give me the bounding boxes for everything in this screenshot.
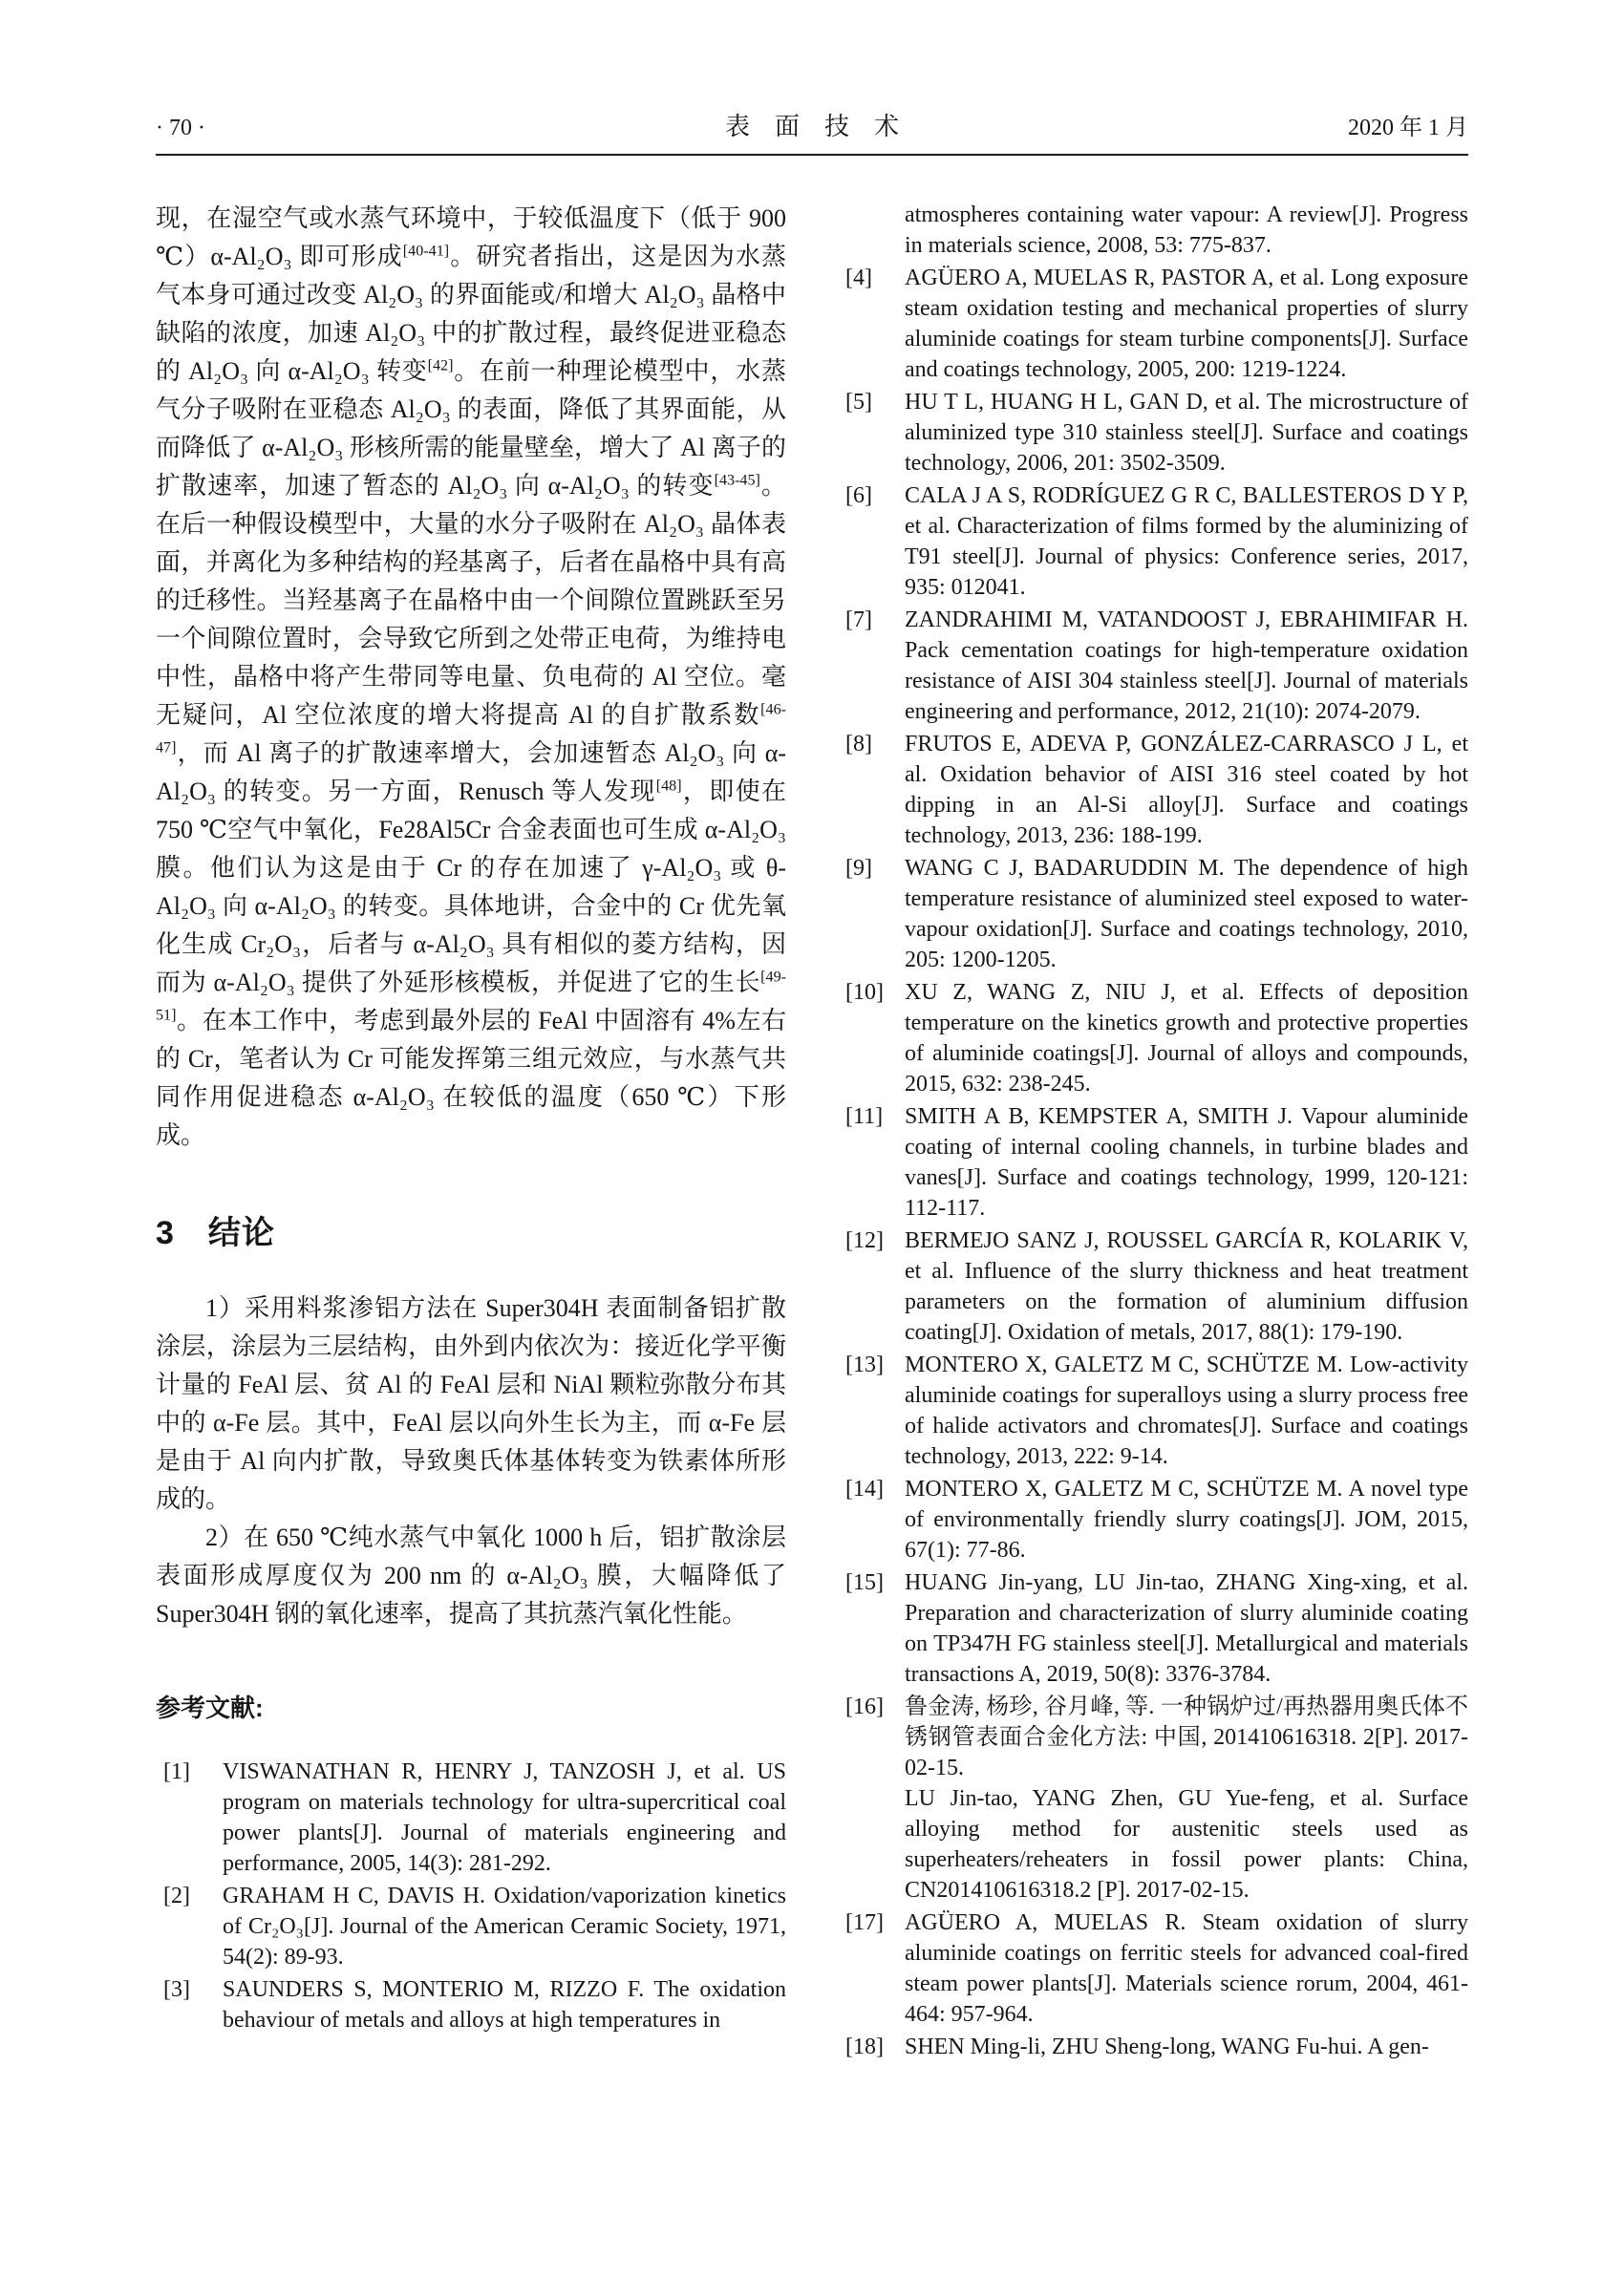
reference-text: HUANG Jin-yang, LU Jin-tao, ZHANG Xing-xing, et al. Preparation and characterization of slurry aluminide coating on TP347H FG stainless steel[J]. Metallurgical and materials transactions A, 2019, 50(8): 3376-3784. bbox=[905, 1570, 1468, 1687]
reference-text: SHEN Ming-li, ZHU Sheng-long, WANG Fu-hui. A gen- bbox=[905, 2035, 1429, 2059]
reference-number: [18] bbox=[845, 2035, 884, 2059]
reference-body bbox=[905, 1225, 1468, 1348]
reference-body bbox=[905, 1567, 1468, 1690]
reference-body bbox=[905, 1350, 1468, 1472]
reference-number: [16] bbox=[845, 1694, 884, 1719]
reference-item bbox=[838, 729, 1468, 851]
reference-number: [12] bbox=[845, 1228, 884, 1253]
reference-body bbox=[905, 263, 1468, 385]
reference-text-chinese: 鲁金涛, 杨珍, 谷月峰, 等. 一种锅炉过/再热器用奥氏体不锈钢管表面合金化方法: 中国, 201410616318. 2[P]. 2017-02-15. bbox=[905, 1694, 1468, 1780]
reference-text: GRAHAM H C, DAVIS H. Oxidation/vaporization kinetics of Cr₂O₃[J]. Journal of the American Ceramic Society, 1971, 54(2): 89-93. bbox=[223, 1884, 786, 1970]
reference-number: [10] bbox=[845, 980, 884, 1005]
reference-body bbox=[905, 1907, 1468, 2030]
reference-text: SMITH A B, KEMPSTER A, SMITH J. Vapour aluminide coating of internal cooling channels, in turbine blades and vanes[J]. Surface and coatings technology, 1999, 120-121: 112-117. bbox=[905, 1104, 1468, 1221]
body-paragraph: 现，在湿空气或水蒸气环境中，于较低温度下（低于 900 ℃）α-Al₂O₃ 即可形成[40-41]。研究者指出，这是因为水蒸气本身可通过改变 Al₂O₃ 的界面能或/和增大 Al₂O₃ 晶格中缺陷的浓度，加速 Al₂O₃ 中的扩散过程，最终促进亚稳态的 Al₂O₃ 向 α-Al₂O₃ 转变[42]。在前一种理论模型中，水蒸气分子吸附在亚稳态 Al₂O₃ 的表面，降低了其界面能，从而降低了 α-Al₂O₃ 形核所需的能量壁垒，增大了 Al 离子的扩散速率，加速了暂态的 Al₂O₃ 向 α-Al₂O₃ 的转变[43-45]。在后一种假设模型中，大量的水分子吸附在 Al₂O₃ 晶体表面，并离化为多种结构的羟基离子，后者在晶格中具有高的迁移性。当羟基离子在晶格中由一个间隙位置跳跃至另一个间隙位置时，会导致它所到之处带正电荷，为维持电中性，晶格中将产生带同等电量、负电荷的 Al 空位。毫无疑问，Al 空位浓度的增大将提高 Al 的自扩散系数[46-47]，而 Al 离子的扩散速率增大，会加速暂态 Al₂O₃ 向 α-Al₂O₃ 的转变。另一方面，Renusch 等人发现[48]，即使在 750 ℃空气中氧化，Fe28Al5Cr 合金表面也可生成 α-Al₂O₃ 膜。他们认为这是由于 Cr 的存在加速了 γ-Al₂O₃ 或 θ-Al₂O₃ 向 α-Al₂O₃ 的转变。具体地讲，合金中的 Cr 优先氧化生成 Cr₂O₃，后者与 α-Al₂O₃ 具有相似的菱方结构，因而为 α-Al₂O₃ 提供了外延形核模板，并促进了它的生长[49-51]。在本工作中，考虑到最外层的 FeAl 中固溶有 4%左右的 Cr，笔者认为 Cr 可能发挥第三组元效应，与水蒸气共同作用促进稳态 α-Al₂O₃ 在较低的温度（650 ℃）下形成。 bbox=[156, 204, 786, 1149]
journal-title: 表 面 技 术 bbox=[724, 113, 899, 140]
reference-number: [11] bbox=[845, 1104, 884, 1129]
reference-body bbox=[905, 853, 1468, 975]
reference-body bbox=[905, 1474, 1468, 1566]
reference-item bbox=[838, 977, 1468, 1099]
reference-text: HU T L, HUANG H L, GAN D, et al. The microstructure of aluminized type 310 stainless steel[J]. Surface and coatings technology, 2006, 201: 3502-3509. bbox=[905, 390, 1468, 476]
reference-text: FRUTOS E, ADEVA P, GONZÁLEZ-CARRASCO J L, et al. Oxidation behavior of AISI 316 steel coated by hot dipping in an Al-Si alloy[J]. Surface and coatings technology, 2013, 236: 188-199. bbox=[905, 732, 1468, 848]
reference-text: CALA J A S, RODRÍGUEZ G R C, BALLESTEROS D Y P, et al. Characterization of films formed by the aluminizing of T91 steel[J]. Journal of physics: Conference series, 2017, 935: 012041. bbox=[905, 483, 1468, 600]
reference-item bbox=[838, 1350, 1468, 1472]
reference-item bbox=[838, 1474, 1468, 1566]
reference-text: MONTERO X, GALETZ M C, SCHÜTZE M. A novel type of environmentally friendly slurry coatings[J]. JOM, 2015, 67(1): 77-86. bbox=[905, 1477, 1468, 1563]
right-column bbox=[838, 200, 1468, 2064]
page-number: · 70 · bbox=[156, 116, 205, 140]
reference-item bbox=[838, 387, 1468, 479]
conclusion-paragraph-2: 2）在 650 ℃纯水蒸气中氧化 1000 h 后，铝扩散涂层表面形成厚度仅为 200 nm 的 α-Al₂O₃ 膜，大幅降低了 Super304H 钢的氧化速率，提高了其抗蒸汽氧化性能。 bbox=[156, 1524, 786, 1628]
reference-item bbox=[838, 1101, 1468, 1224]
reference-body bbox=[905, 1101, 1468, 1224]
reference-text: MONTERO X, GALETZ M C, SCHÜTZE M. Low-activity aluminide coatings for superalloys using a slurry process free of halide activators and chromates[J]. Surface and coatings technology, 2013, 222: 9-14. bbox=[905, 1353, 1468, 1469]
reference-body bbox=[223, 1974, 786, 2035]
reference-item bbox=[838, 853, 1468, 975]
reference-continuation: atmospheres containing water vapour: A review[J]. Progress in materials science, 2008, 53: 775-837. bbox=[905, 202, 1468, 258]
reference-number: [1] bbox=[163, 1759, 190, 1784]
reference-item bbox=[838, 1567, 1468, 1690]
reference-body bbox=[223, 1757, 786, 1879]
reference-text: SAUNDERS S, MONTERIO M, RIZZO F. The oxidation behaviour of metals and alloys at high temperatures in bbox=[223, 1977, 786, 2033]
reference-body bbox=[905, 387, 1468, 479]
reference-body bbox=[223, 1881, 786, 1972]
reference-body bbox=[905, 729, 1468, 851]
conclusion-paragraph-1: 1）采用料浆渗铝方法在 Super304H 表面制备铝扩散涂层，涂层为三层结构，由外到内依次为：接近化学平衡计量的 FeAl 层、贫 Al 的 FeAl 层和 NiAl 颗粒弥散分布其中的 α-Fe 层。其中，FeAl 层以向外生长为主，而 α-Fe 层是由于 Al 向内扩散，导致奥氏体基体转变为铁素体所形成的。 bbox=[156, 1294, 786, 1513]
reference-number: [15] bbox=[845, 1570, 884, 1595]
reference-item bbox=[156, 1974, 786, 2035]
reference-number: [8] bbox=[845, 732, 872, 756]
reference-text: BERMEJO SANZ J, ROUSSEL GARCÍA R, KOLARIK V, et al. Influence of the slurry thickness and heat treatment parameters on the formation of aluminium diffusion coating[J]. Oxidation of metals, 2017, 88(1): 179-190. bbox=[905, 1228, 1468, 1345]
reference-number: [9] bbox=[845, 856, 872, 881]
reference-number: [14] bbox=[845, 1477, 884, 1502]
reference-number: [13] bbox=[845, 1353, 884, 1377]
reference-item bbox=[838, 605, 1468, 727]
reference-number: [4] bbox=[845, 266, 872, 290]
reference-text: AGÜERO A, MUELAS R, PASTOR A, et al. Long exposure steam oxidation testing and mechanical properties of slurry aluminide coatings for steam turbine components[J]. Surface and coatings technology, 2005, 200: 1219-1224. bbox=[905, 266, 1468, 382]
reference-body bbox=[905, 480, 1468, 603]
reference-text: ZANDRAHIMI M, VATANDOOST J, EBRAHIMIFAR H. Pack cementation coatings for high-temperature oxidation resistance of AISI 304 stainless steel[J]. Journal of materials engineering and performance, 2012, 21(10): 2074-2079. bbox=[905, 607, 1468, 724]
reference-item bbox=[838, 2032, 1468, 2062]
reference-text: WANG C J, BADARUDDIN M. The dependence of high temperature resistance of aluminized steel exposed to water-vapour oxidation[J]. Surface and coatings technology, 2010, 205: 1200-1205. bbox=[905, 856, 1468, 972]
reference-item bbox=[156, 1757, 786, 1879]
issue-date: 2020 年 1 月 bbox=[1348, 116, 1468, 140]
section-heading-conclusion: 3 结论 bbox=[156, 1215, 275, 1251]
reference-number: [3] bbox=[163, 1977, 190, 2002]
references-heading: 参考文献: bbox=[156, 1694, 264, 1722]
reference-number: [5] bbox=[845, 390, 872, 415]
page-header bbox=[156, 107, 1468, 156]
reference-item bbox=[838, 1692, 1468, 1906]
reference-text-translation: LU Jin-tao, YANG Zhen, GU Yue-feng, et al. Surface alloying method for austenitic steels used as superheaters/reheaters in fossil power plants: China, CN201410616318.2 [P]. 2017-02-15. bbox=[905, 1786, 1468, 1903]
reference-number: [6] bbox=[845, 483, 872, 508]
reference-body bbox=[905, 1692, 1468, 1906]
reference-number: [7] bbox=[845, 607, 872, 632]
reference-body bbox=[905, 977, 1468, 1099]
reference-number: [17] bbox=[845, 1910, 884, 1935]
reference-body bbox=[905, 605, 1468, 727]
two-column-layout bbox=[156, 200, 1468, 2064]
reference-text: AGÜERO A, MUELAS R. Steam oxidation of slurry aluminide coatings on ferritic steels for advanced coal-fired steam power plants[J]. Materials science rorum, 2004, 461-464: 957-964. bbox=[905, 1910, 1468, 2027]
reference-item bbox=[838, 480, 1468, 603]
reference-text: VISWANATHAN R, HENRY J, TANZOSH J, et al. US program on materials technology for ultra-supercritical coal power plants[J]. Journal of materials engineering and performance, 2005, 14(3): 281-292. bbox=[223, 1759, 786, 1876]
reference-item bbox=[156, 1881, 786, 1972]
reference-item bbox=[838, 1907, 1468, 2030]
reference-item bbox=[838, 1225, 1468, 1348]
reference-text: XU Z, WANG Z, NIU J, et al. Effects of deposition temperature on the kinetics growth and protective properties of aluminide coatings[J]. Journal of alloys and compounds, 2015, 632: 238-245. bbox=[905, 980, 1468, 1097]
reference-number: [2] bbox=[163, 1884, 190, 1908]
reference-body bbox=[905, 2032, 1468, 2062]
reference-item bbox=[838, 263, 1468, 385]
left-column bbox=[156, 200, 786, 2064]
